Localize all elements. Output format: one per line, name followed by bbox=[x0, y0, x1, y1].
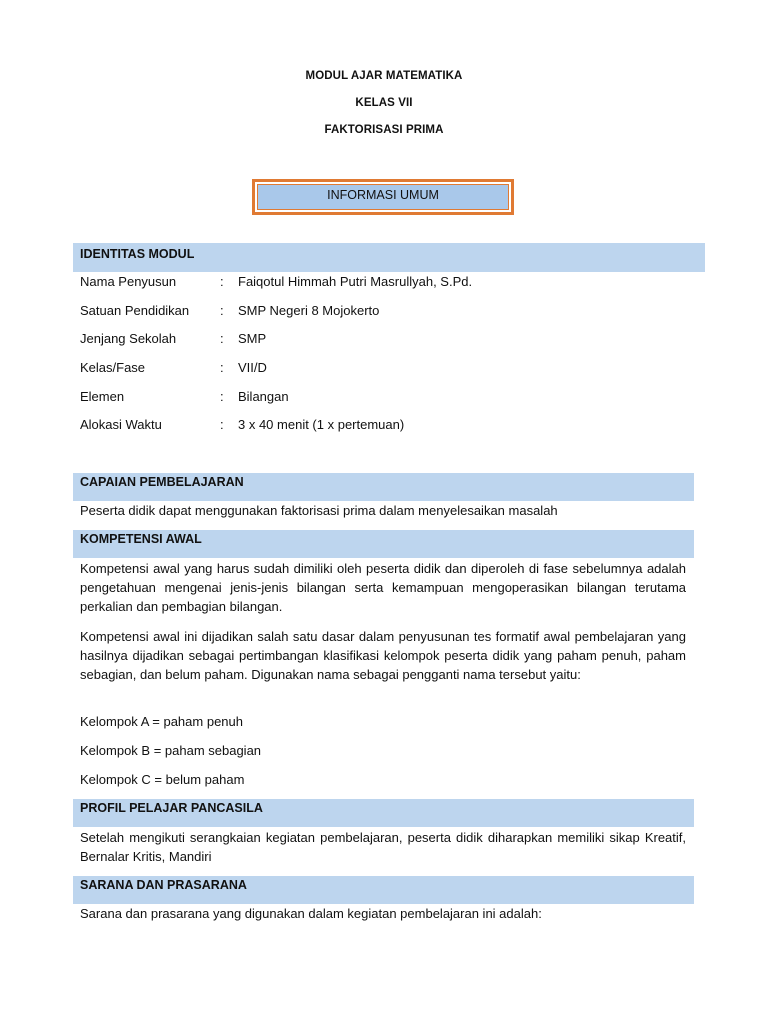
topic-title: FAKTORISASI PRIMA bbox=[324, 124, 444, 136]
capaian-text: Peserta didik dapat menggunakan faktorisasi prima dalam menyelesaikan masalah bbox=[80, 503, 558, 518]
identitas-value: Bilangan bbox=[238, 389, 289, 404]
sarana-text: Sarana dan prasarana yang digunakan dalam kegiatan pembelajaran ini adalah: bbox=[80, 906, 542, 921]
identitas-separator: : bbox=[220, 389, 224, 404]
kompetensi-heading: KOMPETENSI AWAL bbox=[73, 530, 694, 558]
identitas-modul-heading: IDENTITAS MODUL bbox=[73, 243, 705, 272]
identitas-separator: : bbox=[220, 274, 224, 289]
identitas-label: Jenjang Sekolah bbox=[80, 331, 177, 346]
identitas-separator: : bbox=[220, 360, 224, 375]
profil-heading: PROFIL PELAJAR PANCASILA bbox=[73, 799, 694, 827]
identitas-value: Faiqotul Himmah Putri Masrullyah, S.Pd. bbox=[238, 274, 473, 289]
informasi-umum-label: INFORMASI UMUM bbox=[257, 184, 509, 210]
kompetensi-paragraph: Kompetensi awal yang harus sudah dimiliki oleh peserta didik dan diperoleh di fase sebelumnya adalah pengetahuan mengenai jenis-jenis bilangan serta kemampuan mengoperasikan bilangan terutama perkalian dan pembagian bilangan. bbox=[80, 561, 686, 614]
group-item: Kelompok C = belum paham bbox=[80, 772, 245, 787]
identitas-separator: : bbox=[220, 417, 224, 432]
identitas-label: Kelas/Fase bbox=[80, 360, 146, 375]
identitas-value: VII/D bbox=[238, 360, 267, 375]
profil-text: Setelah mengikuti serangkaian kegiatan pembelajaran, peserta didik diharapkan memiliki sikap Kreatif, Bernalar Kritis, Mandiri bbox=[80, 830, 686, 864]
identitas-value: 3 x 40 menit (1 x pertemuan) bbox=[238, 417, 405, 432]
identitas-separator: : bbox=[220, 331, 224, 346]
informasi-umum-box bbox=[252, 179, 514, 215]
identitas-value: SMP bbox=[238, 331, 267, 346]
identitas-label: Alokasi Waktu bbox=[80, 417, 162, 432]
module-title: MODUL AJAR MATEMATIKA bbox=[305, 70, 463, 82]
identitas-label: Nama Penyusun bbox=[80, 274, 177, 289]
identitas-value: SMP Negeri 8 Mojokerto bbox=[238, 303, 380, 318]
group-item: Kelompok B = paham sebagian bbox=[80, 743, 262, 758]
class-title: KELAS VII bbox=[355, 97, 413, 109]
group-item: Kelompok A = paham penuh bbox=[80, 714, 243, 729]
sarana-heading: SARANA DAN PRASARANA bbox=[73, 876, 694, 904]
capaian-heading: CAPAIAN PEMBELAJARAN bbox=[73, 473, 694, 501]
identitas-label: Elemen bbox=[80, 389, 125, 404]
identitas-separator: : bbox=[220, 303, 224, 318]
identitas-label: Satuan Pendidikan bbox=[80, 303, 190, 318]
kompetensi-paragraph: Kompetensi awal ini dijadikan salah satu dasar dalam penyusunan tes formatif awal pembelajaran yang hasilnya dijadikan sebagai pertimbangan klasifikasi kelompok peserta didik yang paham penuh, paham sebagian, dan belum paham. Digunakan nama sebagai pengganti nama tersebut yaitu: bbox=[80, 629, 686, 682]
